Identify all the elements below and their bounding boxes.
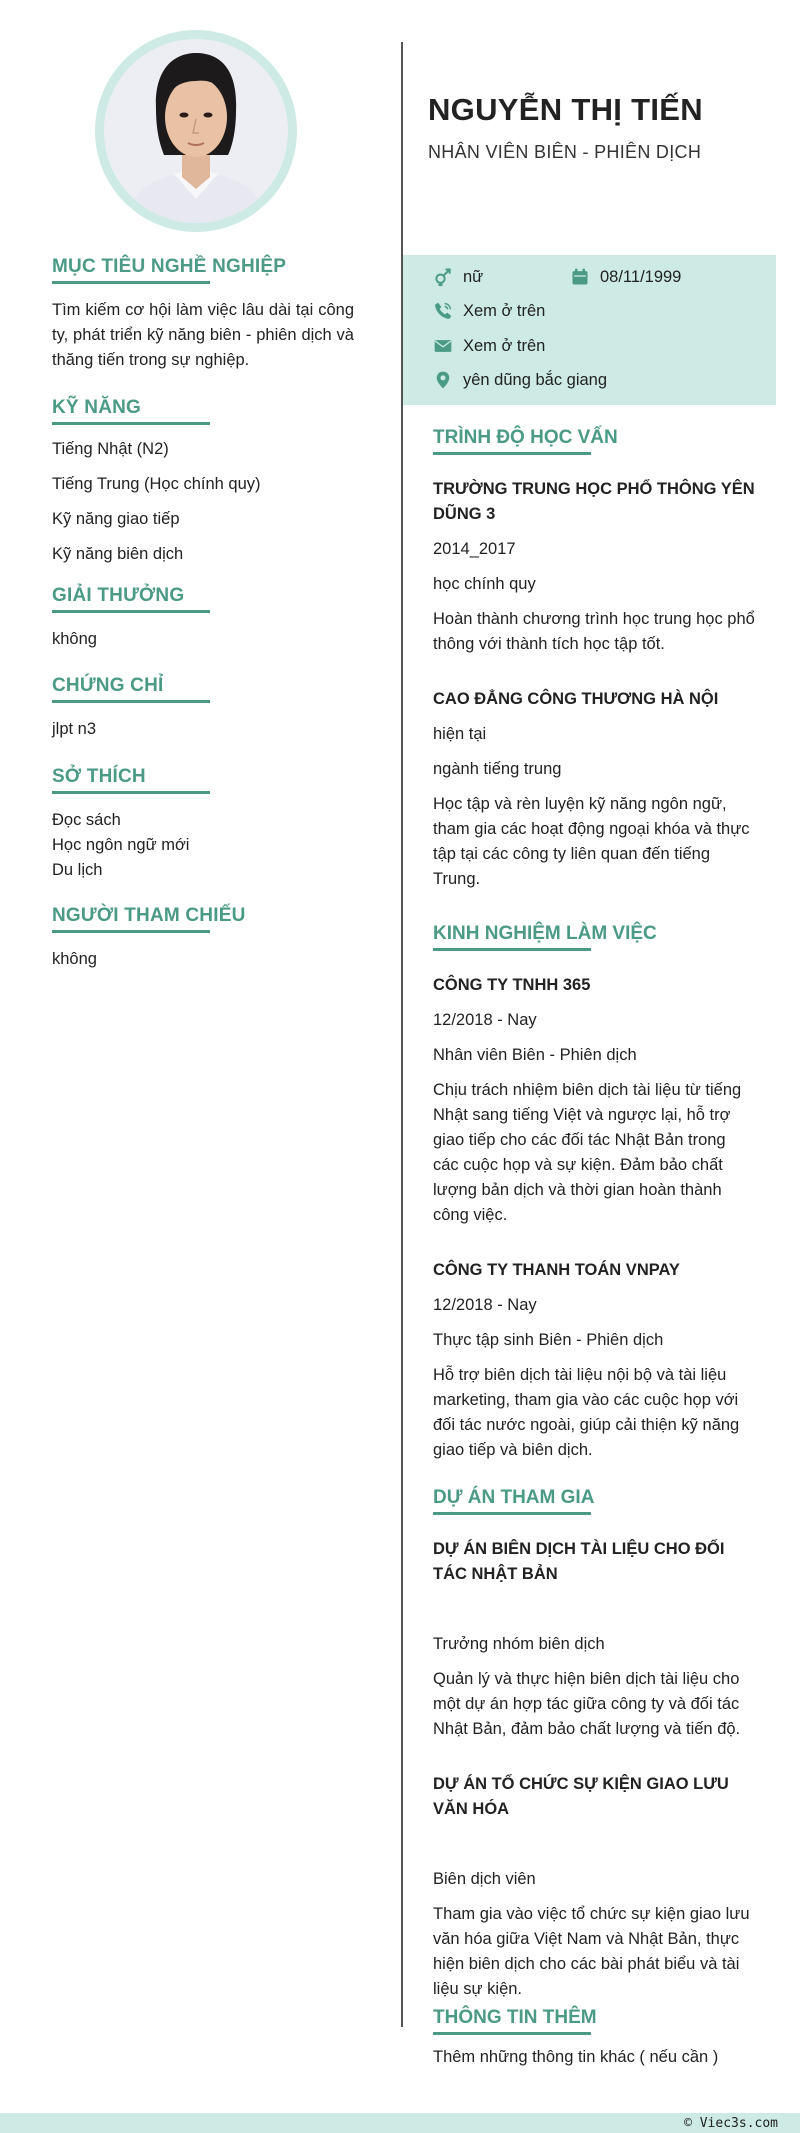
extra-title: THÔNG TIN THÊM xyxy=(433,2007,597,2035)
education-entry xyxy=(433,477,755,657)
avatar xyxy=(104,39,288,223)
skill-item: Tiếng Trung (Học chính quy) xyxy=(52,475,261,493)
project-name: DỰ ÁN BIÊN DỊCH TÀI LIỆU CHO ĐỐI TÁC NHẬT BẢN xyxy=(433,1540,725,1583)
project-role: Biên dịch viên xyxy=(433,1870,536,1888)
footer-watermark: © Viec3s.com xyxy=(684,2116,778,2131)
avatar-frame xyxy=(95,30,297,232)
candidate-name: NGUYỄN THỊ TIẾN xyxy=(428,92,703,127)
references-text: không xyxy=(52,950,97,968)
birthdate-value: 08/11/1999 xyxy=(600,267,682,286)
education-title: TRÌNH ĐỘ HỌC VẤN xyxy=(433,427,618,455)
certificates-section xyxy=(52,675,354,742)
address-row xyxy=(433,370,607,390)
email-row xyxy=(433,336,545,356)
references-title: NGƯỜI THAM CHIẾU xyxy=(52,905,246,933)
email-value: Xem ở trên xyxy=(463,336,546,355)
skill-item: Tiếng Nhật (N2) xyxy=(52,440,169,458)
phone-row xyxy=(433,301,545,321)
experience-entry xyxy=(433,973,755,1228)
education-desc: Học tập và rèn luyện kỹ năng ngôn ngữ, tham gia các hoạt động ngoại khóa và thực tập tại các công ty liên quan đến tiếng Trung. xyxy=(433,795,750,888)
education-school: TRƯỜNG TRUNG HỌC PHỔ THÔNG YÊN DŨNG 3 xyxy=(433,480,755,523)
extra-text: Thêm những thông tin khác ( nếu cần ) xyxy=(433,2048,719,2066)
objective-text: Tìm kiếm cơ hội làm việc lâu dài tại công ty, phát triển kỹ năng biên - phiên dịch và thăng tiến trong sự nghiệp. xyxy=(52,301,354,369)
awards-title: GIẢI THƯỞNG xyxy=(52,585,184,613)
experience-desc: Chịu trách nhiệm biên dịch tài liệu từ tiếng Nhật sang tiếng Việt và ngược lại, hỗ trợ giao tiếp cho các đối tác Nhật Bản trong các cuộc họp và sự kiện. Đảm bảo chất lượng bản dịch và thời gian hoàn thành công việc. xyxy=(433,1081,742,1224)
certificates-title: CHỨNG CHỈ xyxy=(52,675,164,703)
gender-icon xyxy=(433,267,453,287)
awards-section xyxy=(52,585,354,652)
calendar-icon xyxy=(570,267,590,287)
education-period: 2014_2017 xyxy=(433,540,516,558)
email-icon xyxy=(433,336,453,356)
gender-row xyxy=(433,267,483,287)
project-desc: Tham gia vào việc tổ chức sự kiện giao lưu văn hóa giữa Việt Nam và Nhật Bản, thực hiện biên dịch cho các bài phát biểu và tài liệu sự kiện. xyxy=(433,1905,750,1998)
footer-bar xyxy=(0,2113,800,2133)
experience-company: CÔNG TY TNHH 365 xyxy=(433,976,591,994)
hobby-item: Học ngôn ngữ mới xyxy=(52,836,190,854)
projects-title: DỰ ÁN THAM GIA xyxy=(433,1487,594,1515)
experience-desc: Hỗ trợ biên dịch tài liệu nội bộ và tài liệu marketing, tham gia vào các cuộc họp với đối tác nước ngoài, giúp cải thiện kỹ năng giao tiếp và biên dịch. xyxy=(433,1366,740,1459)
experience-company: CÔNG TY THANH TOÁN VNPAY xyxy=(433,1261,680,1279)
project-name: DỰ ÁN TỔ CHỨC SỰ KIỆN GIAO LƯU VĂN HÓA xyxy=(433,1775,729,1818)
skills-title: KỸ NĂNG xyxy=(52,397,141,425)
experience-position: Thực tập sinh Biên - Phiên dịch xyxy=(433,1331,664,1349)
experience-period: 12/2018 - Nay xyxy=(433,1011,537,1029)
experience-section xyxy=(433,923,755,1463)
education-program: học chính quy xyxy=(433,575,536,593)
objective-title: MỤC TIÊU NGHỀ NGHIỆP xyxy=(52,256,286,284)
skills-section xyxy=(52,397,354,567)
experience-entry xyxy=(433,1258,755,1463)
references-section xyxy=(52,905,354,972)
avatar-photo xyxy=(104,39,288,223)
hobby-item: Du lịch xyxy=(52,861,103,879)
education-desc: Hoàn thành chương trình học trung học phổ thông với thành tích học tập tốt. xyxy=(433,610,755,653)
experience-title: KINH NGHIỆM LÀM VIỆC xyxy=(433,923,657,951)
education-program: ngành tiếng trung xyxy=(433,760,562,778)
gender-value: nữ xyxy=(463,267,484,286)
location-icon xyxy=(433,370,453,390)
projects-section xyxy=(433,1487,755,2002)
project-role: Trưởng nhóm biên dịch xyxy=(433,1635,605,1653)
awards-text: không xyxy=(52,630,97,648)
experience-period: 12/2018 - Nay xyxy=(433,1296,537,1314)
education-entry xyxy=(433,687,755,892)
skill-item: Kỹ năng biên dịch xyxy=(52,545,184,563)
phone-icon xyxy=(433,301,453,321)
address-value: yên dũng bắc giang xyxy=(463,370,608,389)
hobbies-title: SỞ THÍCH xyxy=(52,766,146,794)
project-entry xyxy=(433,1772,755,2002)
phone-value: Xem ở trên xyxy=(463,301,546,320)
education-school: CAO ĐẲNG CÔNG THƯƠNG HÀ NỘI xyxy=(433,690,719,708)
project-entry xyxy=(433,1537,755,1742)
experience-position: Nhân viên Biên - Phiên dịch xyxy=(433,1046,637,1064)
certificates-text: jlpt n3 xyxy=(52,720,97,738)
project-desc: Quản lý và thực hiện biên dịch tài liệu cho một dự án hợp tác giữa công ty và đối tác Nhật Bản, đảm bảo chất lượng và tiến độ. xyxy=(433,1670,741,1738)
education-section xyxy=(433,427,755,892)
objective-section xyxy=(52,256,354,373)
extra-section xyxy=(433,2007,755,2070)
candidate-role: NHÂN VIÊN BIÊN - PHIÊN DỊCH xyxy=(428,142,702,162)
hobby-item: Đọc sách xyxy=(52,811,121,829)
birthdate-row xyxy=(570,267,681,287)
education-period: hiện tại xyxy=(433,725,487,743)
hobbies-section xyxy=(52,766,354,883)
skill-item: Kỹ năng giao tiếp xyxy=(52,510,180,528)
